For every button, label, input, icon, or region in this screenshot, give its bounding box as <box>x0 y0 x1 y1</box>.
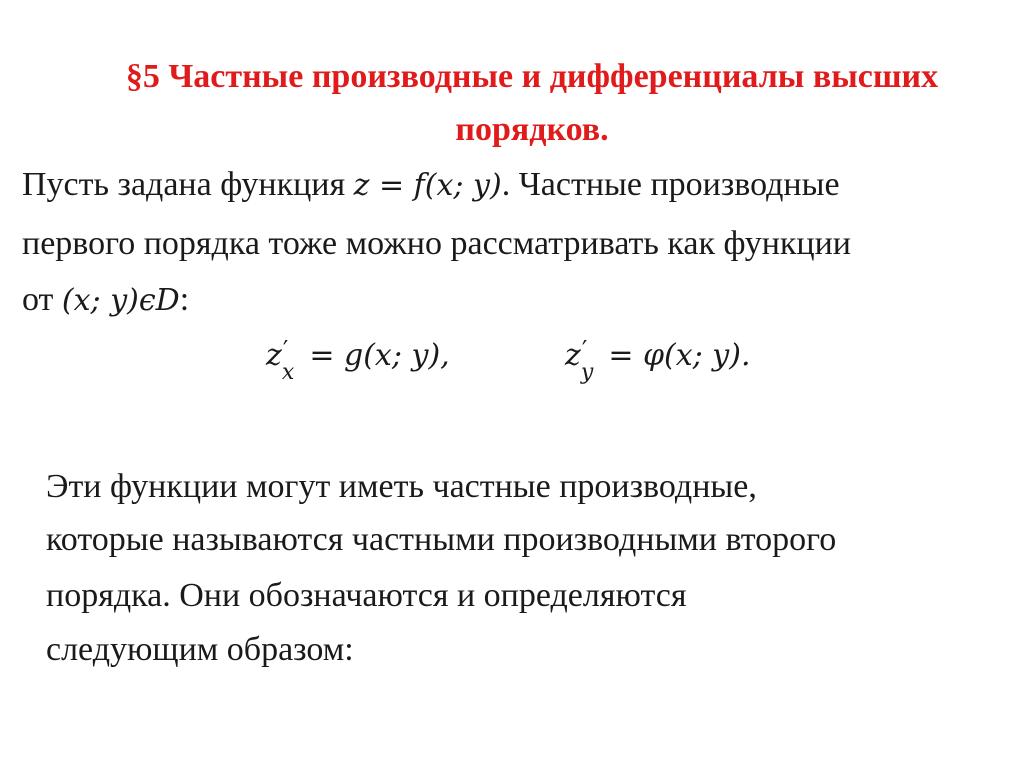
paragraph-2-line-4: следующим образом: <box>46 631 354 668</box>
eq-base: z <box>266 338 282 373</box>
equation-zy <box>565 336 751 385</box>
paragraph-1-line-3 <box>22 280 189 321</box>
domain-formula: (x; y)ϵD <box>61 283 180 318</box>
eq-prime: ′ <box>581 336 588 364</box>
eq-prime: ′ <box>282 336 289 364</box>
text-segment: . Частные производные <box>501 166 840 203</box>
paragraph-1-line-1 <box>22 165 840 206</box>
eq-subscript: x <box>281 360 295 385</box>
paragraph-2-line-2: которые называются частными производными второго <box>46 521 837 558</box>
section-title-line-2: порядков. <box>455 111 609 148</box>
function-formula: z = f(x; y) <box>353 168 502 203</box>
section-title-line-1: §5 Частные производные и дифференциалы высших <box>125 58 939 95</box>
eq-scripts <box>580 336 599 385</box>
eq-rhs: = g(x; y), <box>299 338 450 373</box>
equation-zx <box>266 336 450 385</box>
paragraph-1-line-2: первого порядка тоже можно рассматривать как функции <box>22 225 851 262</box>
text-segment: : <box>179 281 190 318</box>
eq-rhs: = φ(x; y). <box>598 338 751 373</box>
paragraph-2-line-1: Эти функции могут иметь частные производные, <box>46 468 757 505</box>
paragraph-2-line-3: порядка. Они обозначаются и определяются <box>46 577 687 614</box>
eq-base: z <box>565 338 581 373</box>
text-segment: от <box>22 281 62 318</box>
eq-subscript: y <box>580 360 594 385</box>
text-segment: Пусть задана функция <box>22 166 354 203</box>
eq-scripts <box>281 336 300 385</box>
